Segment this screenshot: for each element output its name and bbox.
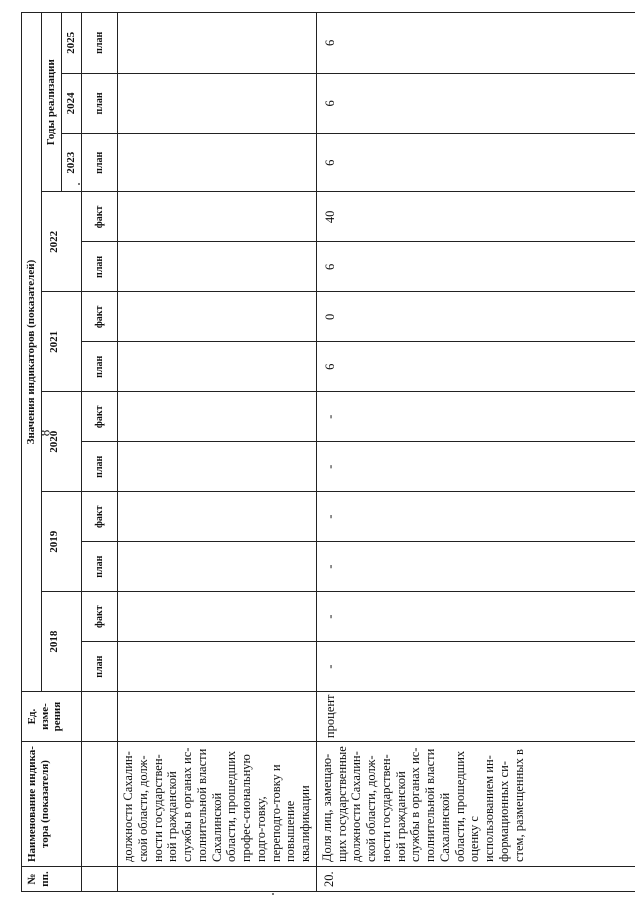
header-fact: факт <box>82 292 118 342</box>
value-2022-plan <box>118 242 317 292</box>
indicator-name: Доля лиц, замещаю-щих государственные должности Сахалин-ской области, долж-ности государствен-ной гражданской службы в органах ис-полнительной власти Сахалинской области, прошедших оценку с использованием ин-формационных си-стем, размещенных в <box>316 742 635 867</box>
value-2019-plan <box>118 542 317 592</box>
value-2018-fact <box>118 592 317 642</box>
value-2024-plan: 6 <box>316 73 635 133</box>
value-2024-plan <box>118 73 317 133</box>
header-fact: факт <box>82 592 118 642</box>
indicator-name: должности Сахалин-ской области, долж-ности государствен-ной гражданской службы в органах ис-полнительной власти Сахалинской области, прошедших профес-сиональную подго-товку, переподго-товку и повышение квалификации <box>118 742 317 867</box>
row-number: 20. <box>316 867 635 892</box>
header-number: № пп. <box>22 867 82 892</box>
header-plan: план <box>82 442 118 492</box>
value-2019-fact: - <box>316 492 635 542</box>
header-fact: факт <box>82 392 118 442</box>
value-2021-plan: 6 <box>316 342 635 392</box>
header-plan: план <box>82 542 118 592</box>
scan-speck <box>272 893 274 895</box>
value-2021-fact <box>118 292 317 342</box>
value-2018-plan: - <box>316 642 635 692</box>
header-plan: план <box>82 242 118 292</box>
header-year-2018: 2018 <box>42 592 82 692</box>
table-row <box>316 13 635 892</box>
header-plan: план <box>82 642 118 692</box>
value-2019-plan: - <box>316 542 635 592</box>
value-2019-fact <box>118 492 317 542</box>
header-values: Значения индикаторов (показателей) <box>22 13 42 692</box>
value-2020-fact <box>118 392 317 442</box>
header-year-2024: 2024 <box>62 73 82 133</box>
header-unit: Ед. изме-рения <box>22 692 82 742</box>
value-2018-fact: - <box>316 592 635 642</box>
indicator-unit: процент <box>316 692 635 742</box>
indicators-table <box>21 12 635 892</box>
value-2020-fact: - <box>316 392 635 442</box>
header-implementation-years: Годы реализации <box>42 13 62 192</box>
header-name: Наименование индика-тора (показателя) <box>22 742 82 867</box>
header-year-2025: 2025 <box>62 13 82 74</box>
value-2025-plan <box>118 13 317 74</box>
header-fact: факт <box>82 492 118 542</box>
scan-speck <box>78 183 80 185</box>
header-plan: план <box>82 13 118 74</box>
value-2023-plan: 6 <box>316 134 635 192</box>
value-2022-fact: 40 <box>316 192 635 242</box>
row-number <box>118 867 317 892</box>
rotated-table-container <box>21 12 615 892</box>
value-2022-plan: 6 <box>316 242 635 292</box>
value-2022-fact <box>118 192 317 242</box>
header-year-2022: 2022 <box>42 192 82 292</box>
header-year-2019: 2019 <box>42 492 82 592</box>
header-year-2023: 2023 <box>62 134 82 192</box>
header-year-2020: 2020 <box>42 392 82 492</box>
header-plan: план <box>82 73 118 133</box>
header-fact: факт <box>82 192 118 242</box>
value-2025-plan: 6 <box>316 13 635 74</box>
header-plan: план <box>82 342 118 392</box>
value-2020-plan: - <box>316 442 635 492</box>
value-2018-plan <box>118 642 317 692</box>
page-number: 8 <box>37 429 53 437</box>
indicator-unit <box>118 692 317 742</box>
value-2021-plan <box>118 342 317 392</box>
value-2020-plan <box>118 442 317 492</box>
value-2021-fact: 0 <box>316 292 635 342</box>
table-row <box>118 13 317 892</box>
header-plan: план <box>82 134 118 192</box>
header-year-2021: 2021 <box>42 292 82 392</box>
value-2023-plan <box>118 134 317 192</box>
